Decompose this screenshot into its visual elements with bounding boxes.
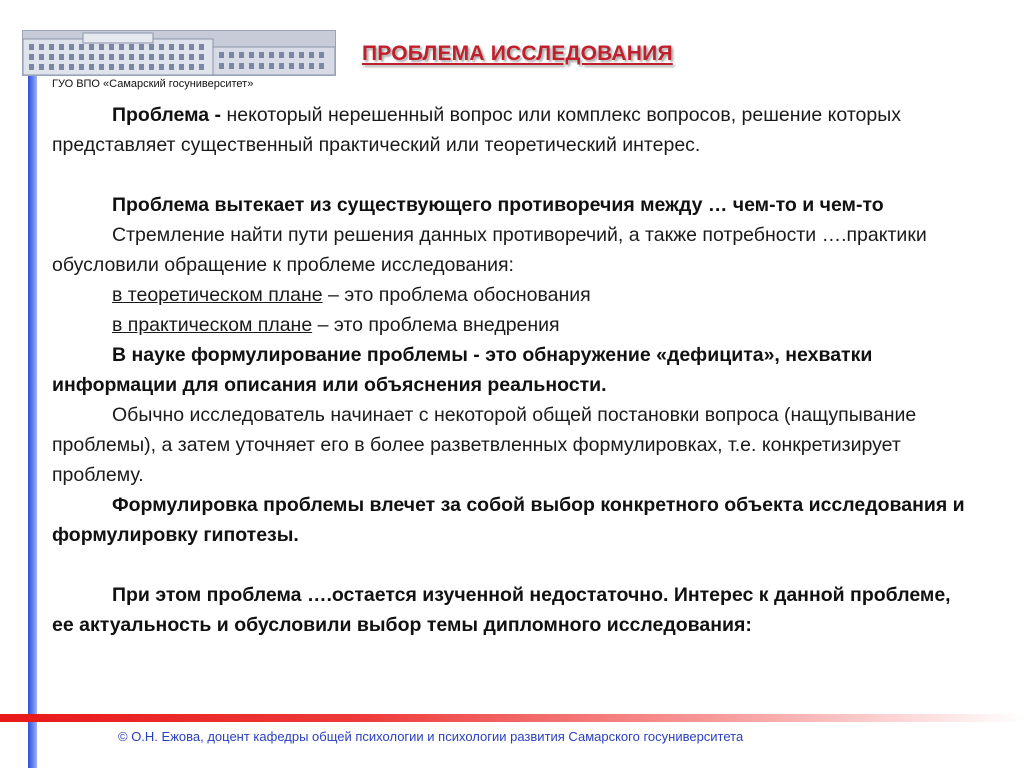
paragraph-theoretical — [52, 280, 972, 310]
slide-title: ПРОБЛЕМА ИССЛЕДОВАНИЯ — [362, 42, 673, 65]
bold-statement: Формулировка проблемы влечет за собой выбор конкретного объекта исследования и формулировку гипотезы. — [52, 494, 965, 546]
paragraph-text: Стремление найти пути решения данных противоречий, а также потребности ….практики обусловили обращение к проблеме исследования: — [52, 224, 927, 276]
university-building-icon — [22, 30, 336, 76]
bold-statement: Проблема вытекает из существующего противоречия между … чем-то и чем-то — [112, 194, 884, 216]
bold-statement: При этом проблема ….остается изученной недостаточно. Интерес к данной проблеме, ее актуальность и обусловили выбор темы дипломного исследования: — [52, 584, 951, 636]
paragraph-practice — [52, 220, 972, 280]
paragraph-practical — [52, 310, 972, 340]
paragraph-formulation — [52, 490, 972, 550]
paragraph-conclusion — [52, 580, 972, 640]
underlined-term: в теоретическом плане — [112, 284, 323, 306]
left-accent-bar — [28, 64, 37, 768]
slide-content — [52, 100, 972, 640]
paragraph-text: – это проблема обоснования — [322, 284, 591, 306]
paragraph-text: – это проблема внедрения — [312, 314, 560, 336]
underlined-term: в практическом плане — [112, 314, 313, 336]
paragraph-problem-definition — [52, 100, 972, 160]
paragraph-science — [52, 340, 972, 400]
organization-name: ГУО ВПО «Самарский госуниверситет» — [52, 78, 254, 90]
paragraph-text: некоторый нерешенный вопрос или комплекс вопросов, решение которых представляет существенный практический или теоретический интерес. — [52, 104, 901, 156]
bottom-accent-line — [0, 714, 1024, 722]
paragraph-researcher — [52, 400, 972, 490]
paragraph-text: Обычно исследователь начинает с некоторой общей постановки вопроса (нащупывание проблемы), а затем уточняет его в более разветвленных формулировках, т.е. конкретизирует проблему. — [52, 404, 917, 486]
paragraph-contradiction — [52, 190, 972, 220]
bold-statement: В науке формулирование проблемы - это обнаружение «дефицита», нехватки информации для описания или объяснения реальности. — [52, 344, 873, 396]
footer-copyright: © О.Н. Ежова, доцент кафедры общей психологии и психологии развития Самарского госуниверситета — [118, 729, 744, 744]
bold-term: Проблема - — [112, 104, 227, 126]
